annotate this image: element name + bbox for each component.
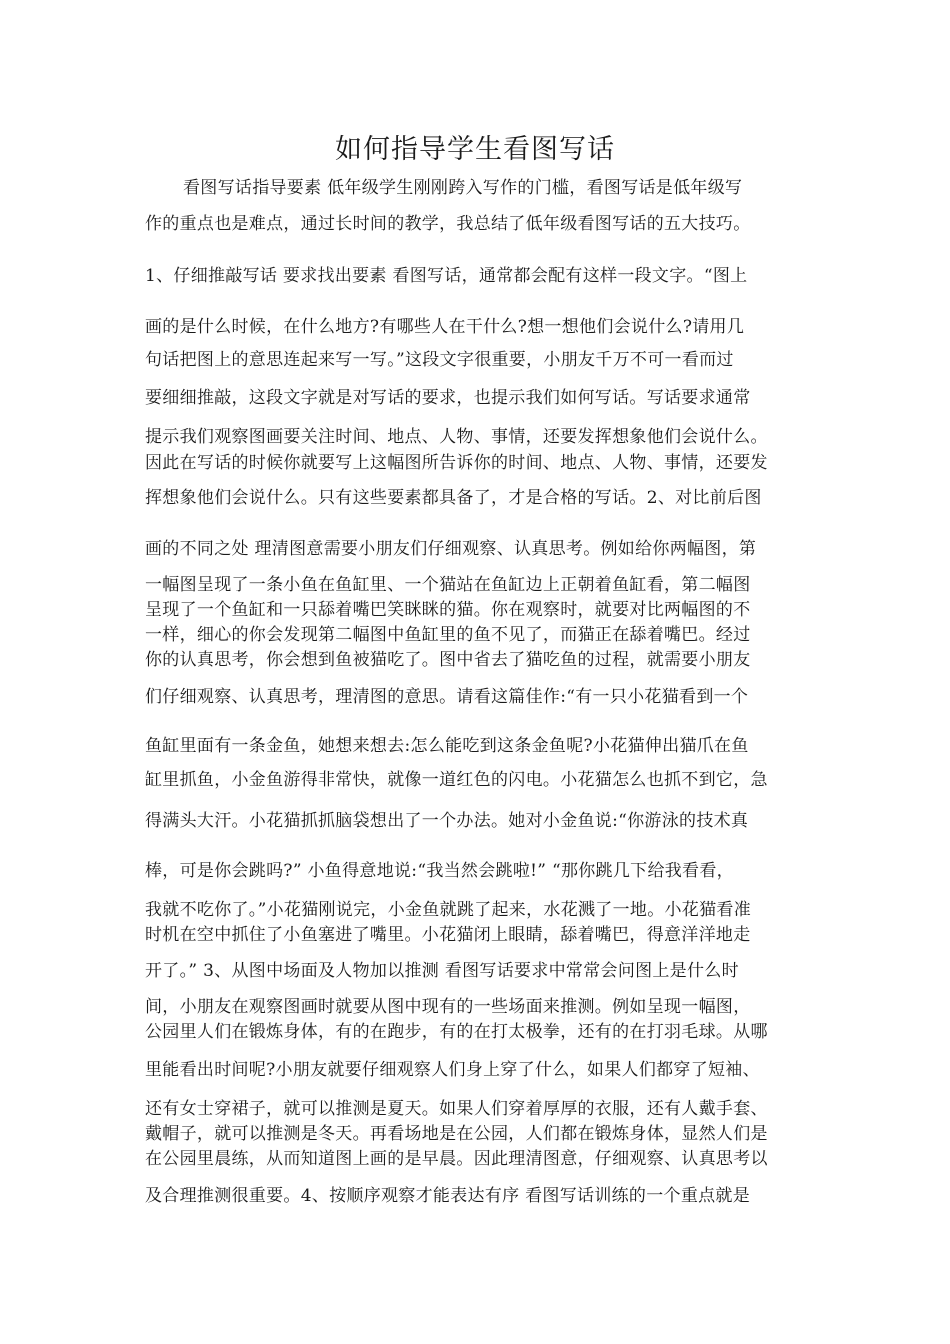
paragraph-line: 句话把图上的意思连起来写一写。”这段文字很重要，小朋友千万不可一看而过 [145,350,734,370]
paragraph-line: 间，小朋友在观察图画时就要从图中现有的一些场面来推测。例如呈现一幅图， [145,997,751,1017]
paragraph-line: 作的重点也是难点，通过长时间的教学，我总结了低年级看图写话的五大技巧。 [145,214,751,234]
paragraph-line: 挥想象他们会说什么。只有这些要素都具备了，才是合格的写话。2、对比前后图 [145,488,762,508]
paragraph-line: 得满头大汗。小花猫抓抓脑袋想出了一个办法。她对小金鱼说:“你游泳的技术真 [145,811,749,831]
paragraph-line: 公园里人们在锻炼身体，有的在跑步，有的在打太极拳，还有的在打羽毛球。从哪 [145,1022,768,1042]
paragraph-line: 画的是什么时候，在什么地方?有哪些人在干什么?想一想他们会说什么?请用几 [145,317,745,337]
document-title: 如何指导学生看图写话 [335,134,615,165]
paragraph-line: 开了。” 3、从图中场面及人物加以推测 看图写话要求中常常会问图上是什么时 [145,961,739,981]
paragraph-line: 戴帽子，就可以推测是冬天。再看场地是在公园，人们都在锻炼身体，显然人们是 [145,1124,768,1144]
paragraph-line: 一样，细心的你会发现第二幅图中鱼缸里的鱼不见了，而猫正在舔着嘴巴。经过 [145,625,751,645]
paragraph-line: 棒，可是你会跳吗?” 小鱼得意地说:“我当然会跳啦!” “那你跳几下给我看看， [145,861,734,881]
paragraph-line: 要细细推敲，这段文字就是对写话的要求，也提示我们如何写话。写话要求通常 [145,388,751,408]
paragraph-line: 看图写话指导要素 低年级学生刚刚跨入写作的门槛，看图写话是低年级写 [183,178,743,198]
paragraph-line: 我就不吃你了。”小花猫刚说完，小金鱼就跳了起来，水花溅了一地。小花猫看准 [145,900,751,920]
paragraph-line: 一幅图呈现了一条小鱼在鱼缸里、一个猫站在鱼缸边上正朝着鱼缸看，第二幅图 [145,575,751,595]
paragraph-line: 提示我们观察图画要关注时间、地点、人物、事情，还要发挥想象他们会说什么。 [145,427,768,447]
paragraph-line: 及合理推测很重要。4、按顺序观察才能表达有序 看图写话训练的一个重点就是 [145,1186,751,1206]
paragraph-line: 在公园里晨练，从而知道图上画的是早晨。因此理清图意，仔细观察、认真思考以 [145,1149,768,1169]
paragraph-line: 还有女士穿裙子，就可以推测是夏天。如果人们穿着厚厚的衣服，还有人戴手套、 [145,1099,768,1119]
paragraph-line: 呈现了一个鱼缸和一只舔着嘴巴笑眯眯的猫。你在观察时，就要对比两幅图的不 [145,600,751,620]
paragraph-line: 1、仔细推敲写话 要求找出要素 看图写话，通常都会配有这样一段文字。“图上 [145,266,748,286]
paragraph-line: 因此在写话的时候你就要写上这幅图所告诉你的时间、地点、人物、事情，还要发 [145,453,768,473]
paragraph-line: 缸里抓鱼，小金鱼游得非常快，就像一道红色的闪电。小花猫怎么也抓不到它，急 [145,770,768,790]
paragraph-line: 时机在空中抓住了小鱼塞进了嘴里。小花猫闭上眼睛，舔着嘴巴，得意洋洋地走 [145,925,751,945]
paragraph-line: 里能看出时间呢?小朋友就要仔细观察人们身上穿了什么，如果人们都穿了短袖、 [145,1060,760,1080]
paragraph-line: 们仔细观察、认真思考，理清图的意思。请看这篇佳作:“有一只小花猫看到一个 [145,687,749,707]
paragraph-line: 你的认真思考，你会想到鱼被猫吃了。图中省去了猫吃鱼的过程，就需要小朋友 [145,650,751,670]
paragraph-line: 画的不同之处 理清图意需要小朋友们仔细观察、认真思考。例如给你两幅图，第 [145,539,757,559]
paragraph-line: 鱼缸里面有一条金鱼，她想来想去:怎么能吃到这条金鱼呢?小花猫伸出猫爪在鱼 [145,736,749,756]
